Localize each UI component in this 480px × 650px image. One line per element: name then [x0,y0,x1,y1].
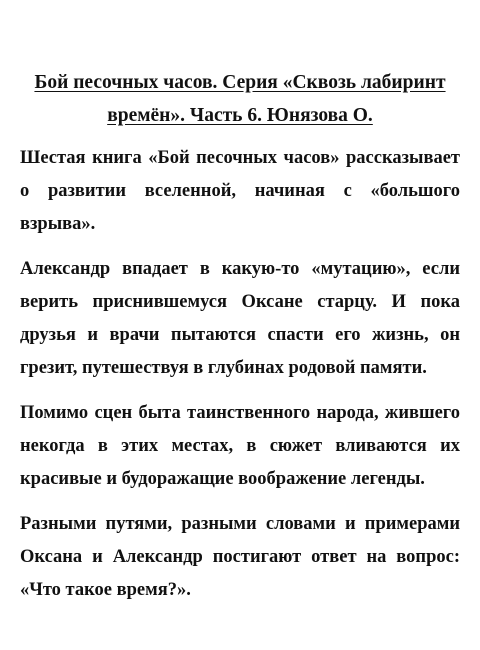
document-title: Бой песочных часов. Серия «Сквозь лабиринт времён». Часть 6. Юнязова О. [34,72,446,126]
paragraph-4: Разными путями, разными словами и примерами Оксана и Александр постигают ответ на вопрос: «Что такое время?». [20,514,460,600]
paragraph-1: Шестая книга «Бой песочных часов» рассказывает о развитии вселенной, начиная с «большого взрыва». [20,148,460,234]
paragraph-3: Помимо сцен быта таинственного народа, жившего некогда в этих местах, в сюжет вливаются их красивые и будоражащие воображение легенды. [20,403,460,489]
paragraph-2: Александр впадает в какую-то «мутацию», если верить приснившемуся Оксане старцу. И пока друзья и врачи пытаются спасти его жизнь, он грезит, путешествуя в глубинах родовой памяти. [20,259,460,378]
document-page [20,66,460,619]
